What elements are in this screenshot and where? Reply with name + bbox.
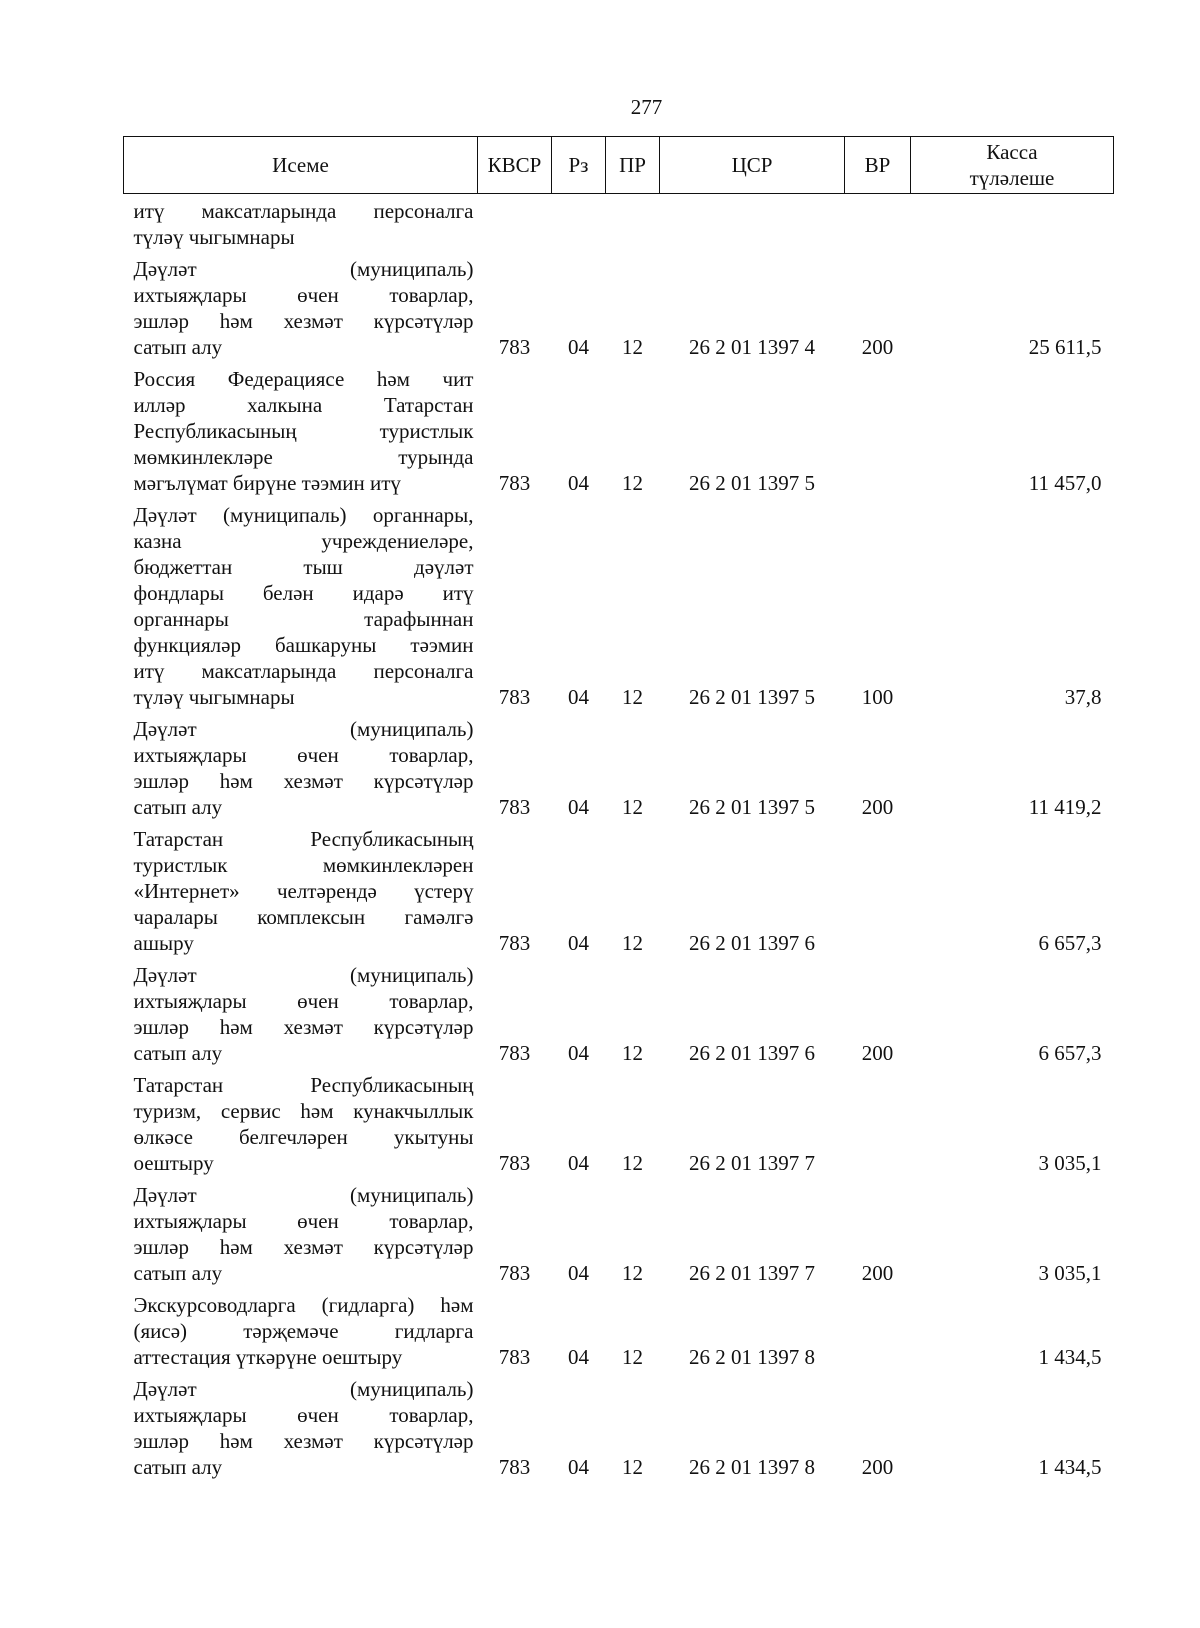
- header-kvsr: КВСР: [478, 137, 552, 194]
- row-name-line: Дәүләт (муниципаль): [133, 963, 474, 987]
- row-name-line: казна учреждениеләре,: [133, 529, 474, 553]
- row-rz: 04: [568, 1345, 589, 1369]
- row-vr: 200: [861, 1041, 894, 1065]
- row-name-line: туристлык мөмкинлекләрен: [133, 853, 474, 877]
- row-name-line: мөмкинлекләре турында: [133, 445, 474, 469]
- row-vr: [845, 1068, 911, 1178]
- row-name: [124, 1178, 478, 1288]
- header-kassa-line1: Касса: [986, 140, 1038, 164]
- row-name-line: Экскурсоводларга (гидларга) һәм: [133, 1293, 474, 1317]
- budget-table: [123, 136, 1114, 1482]
- row-csr: 26 2 01 1397 5: [689, 471, 815, 495]
- row-rz: 04: [568, 1455, 589, 1479]
- row-pr: 12: [622, 1345, 643, 1369]
- header-rz: Рз: [552, 137, 606, 194]
- row-amount: 6 657,3: [1038, 931, 1102, 955]
- row-amount: [911, 194, 1114, 253]
- row-kvsr: 783: [498, 685, 531, 709]
- row-name-line: туризм, сервис һәм кунакчыллык: [133, 1099, 474, 1123]
- row-vr: [845, 362, 911, 498]
- row-name-line: сатып алу: [133, 795, 223, 819]
- row-pr: 12: [622, 335, 643, 359]
- row-kvsr: 783: [498, 1261, 531, 1285]
- row-name-line: түләү чыгымнары: [133, 225, 295, 249]
- row-name-line: түләү чыгымнары: [133, 685, 295, 709]
- row-name-line: ихтыяҗлары өчен товарлар,: [133, 1209, 474, 1233]
- header-kassa-line2: түләлеше: [969, 166, 1055, 190]
- row-vr: 100: [861, 685, 894, 709]
- row-csr: 26 2 01 1397 6: [689, 1041, 815, 1065]
- table-row: [124, 362, 1114, 498]
- row-name-line: мәгълүмат бирүне тәэмин итү: [133, 471, 401, 495]
- table-row: [124, 252, 1114, 362]
- table-row: [124, 1372, 1114, 1482]
- row-name-line: эшләр һәм хезмәт күрсәтүләр: [133, 1015, 474, 1039]
- row-name-line: эшләр һәм хезмәт күрсәтүләр: [133, 769, 474, 793]
- row-name-line: Дәүләт (муниципаль): [133, 717, 474, 741]
- row-pr: 12: [622, 1151, 643, 1175]
- row-name-line: эшләр һәм хезмәт күрсәтүләр: [133, 1429, 474, 1453]
- row-pr: 12: [622, 471, 643, 495]
- row-rz: 04: [568, 795, 589, 819]
- row-pr: 12: [622, 795, 643, 819]
- row-name: [124, 1068, 478, 1178]
- row-name-line: сатып алу: [133, 1261, 223, 1285]
- row-pr: 12: [622, 1041, 643, 1065]
- row-name-line: Дәүләт (муниципаль) органнары,: [133, 503, 474, 527]
- row-rz: 04: [568, 335, 589, 359]
- row-name-line: оештыру: [133, 1151, 214, 1175]
- row-amount: 11 457,0: [1028, 471, 1102, 495]
- row-name-line: илләр халкына Татарстан: [133, 393, 474, 417]
- row-name-line: органнары тарафыннан: [133, 607, 474, 631]
- header-pr: ПР: [606, 137, 660, 194]
- row-csr: 26 2 01 1397 5: [689, 685, 815, 709]
- row-kvsr: 783: [498, 931, 531, 955]
- row-rz: 04: [568, 931, 589, 955]
- row-name-line: ихтыяҗлары өчен товарлар,: [133, 283, 474, 307]
- row-rz: 04: [568, 1041, 589, 1065]
- row-rz: 04: [568, 1261, 589, 1285]
- row-vr: 200: [861, 1455, 894, 1479]
- row-name: [124, 822, 478, 958]
- row-name-line: итү максатларында персоналга: [133, 199, 474, 223]
- row-name: [124, 362, 478, 498]
- row-pr: 12: [622, 931, 643, 955]
- row-csr: 26 2 01 1397 4: [689, 335, 815, 359]
- row-pr: [606, 194, 660, 253]
- row-vr: [845, 194, 911, 253]
- table-row: [124, 1288, 1114, 1372]
- row-name-line: ашыру: [133, 931, 194, 955]
- row-name-line: Россия Федерациясе һәм чит: [133, 367, 474, 391]
- row-amount: 1 434,5: [1038, 1455, 1102, 1479]
- row-name-line: ихтыяҗлары өчен товарлар,: [133, 743, 474, 767]
- row-vr: 200: [861, 795, 894, 819]
- row-name-line: Республикасының туристлык: [133, 419, 474, 443]
- row-kvsr: 783: [498, 335, 531, 359]
- header-vr: ВР: [845, 137, 911, 194]
- row-vr: 200: [861, 335, 894, 359]
- row-name-line: Дәүләт (муниципаль): [133, 1183, 474, 1207]
- row-vr: 200: [861, 1261, 894, 1285]
- row-pr: 12: [622, 685, 643, 709]
- table-row: [124, 958, 1114, 1068]
- row-name-line: бюджеттан тыш дәүләт: [133, 555, 474, 579]
- row-name-line: аттестация үткәрүне оештыру: [133, 1345, 403, 1369]
- page-number: 277: [630, 95, 663, 119]
- table-row: [124, 194, 1114, 253]
- row-csr: 26 2 01 1397 7: [689, 1261, 815, 1285]
- row-pr: 12: [622, 1261, 643, 1285]
- row-name-line: эшләр һәм хезмәт күрсәтүләр: [133, 309, 474, 333]
- table-body: [124, 194, 1114, 1483]
- row-rz: 04: [568, 471, 589, 495]
- table-row: [124, 1178, 1114, 1288]
- row-name-line: итү максатларында персоналга: [133, 659, 474, 683]
- row-name: [124, 252, 478, 362]
- header-kassa: [911, 137, 1114, 194]
- row-amount: 11 419,2: [1028, 795, 1102, 819]
- row-csr: 26 2 01 1397 6: [689, 931, 815, 955]
- row-vr: [845, 1288, 911, 1372]
- row-rz: 04: [568, 1151, 589, 1175]
- row-name: [124, 498, 478, 712]
- table-row: [124, 1068, 1114, 1178]
- row-name-line: эшләр һәм хезмәт күрсәтүләр: [133, 1235, 474, 1259]
- row-name-line: сатып алу: [133, 1455, 223, 1479]
- row-name-line: Татарстан Республикасының: [133, 827, 474, 851]
- row-kvsr: 783: [498, 795, 531, 819]
- row-amount: 3 035,1: [1038, 1261, 1102, 1285]
- row-csr: 26 2 01 1397 8: [689, 1455, 815, 1479]
- row-name: [124, 712, 478, 822]
- row-amount: 37,8: [1064, 685, 1102, 709]
- row-name-line: чаралары комплексын гамәлгә: [133, 905, 474, 929]
- row-kvsr: [478, 194, 552, 253]
- row-amount: 25 611,5: [1028, 335, 1102, 359]
- row-name-line: «Интернет» челтәрендә үстерү: [133, 879, 474, 903]
- row-name-line: өлкәсе белгечләрен укытуны: [133, 1125, 474, 1149]
- row-kvsr: 783: [498, 1345, 531, 1369]
- row-name-line: ихтыяҗлары өчен товарлар,: [133, 1403, 474, 1427]
- row-name: [124, 1288, 478, 1372]
- row-name-line: Дәүләт (муниципаль): [133, 257, 474, 281]
- row-rz: [552, 194, 606, 253]
- row-kvsr: 783: [498, 1041, 531, 1065]
- row-name: [124, 958, 478, 1068]
- row-name-line: сатып алу: [133, 335, 223, 359]
- header-name: Исеме: [124, 137, 478, 194]
- row-pr: 12: [622, 1455, 643, 1479]
- table-row: [124, 498, 1114, 712]
- row-name-line: функцияләр башкаруны тәэмин: [133, 633, 474, 657]
- row-kvsr: 783: [498, 471, 531, 495]
- row-name: [124, 1372, 478, 1482]
- row-kvsr: 783: [498, 1455, 531, 1479]
- table-header: [124, 137, 1114, 194]
- row-name-line: (яисә) тәрҗемәче гидларга: [133, 1319, 474, 1343]
- row-amount: 3 035,1: [1038, 1151, 1102, 1175]
- row-name: [124, 194, 478, 253]
- row-csr: 26 2 01 1397 7: [689, 1151, 815, 1175]
- table-row: [124, 712, 1114, 822]
- row-name-line: фондлары белән идарә итү: [133, 581, 474, 605]
- header-csr: ЦСР: [660, 137, 845, 194]
- row-rz: 04: [568, 685, 589, 709]
- row-name-line: Дәүләт (муниципаль): [133, 1377, 474, 1401]
- row-csr: 26 2 01 1397 5: [689, 795, 815, 819]
- row-kvsr: 783: [498, 1151, 531, 1175]
- row-csr: [660, 194, 845, 253]
- row-vr: [845, 822, 911, 958]
- row-name-line: ихтыяҗлары өчен товарлар,: [133, 989, 474, 1013]
- row-amount: 6 657,3: [1038, 1041, 1102, 1065]
- table-row: [124, 822, 1114, 958]
- row-name-line: Татарстан Республикасының: [133, 1073, 474, 1097]
- row-amount: 1 434,5: [1038, 1345, 1102, 1369]
- row-csr: 26 2 01 1397 8: [689, 1345, 815, 1369]
- row-name-line: сатып алу: [133, 1041, 223, 1065]
